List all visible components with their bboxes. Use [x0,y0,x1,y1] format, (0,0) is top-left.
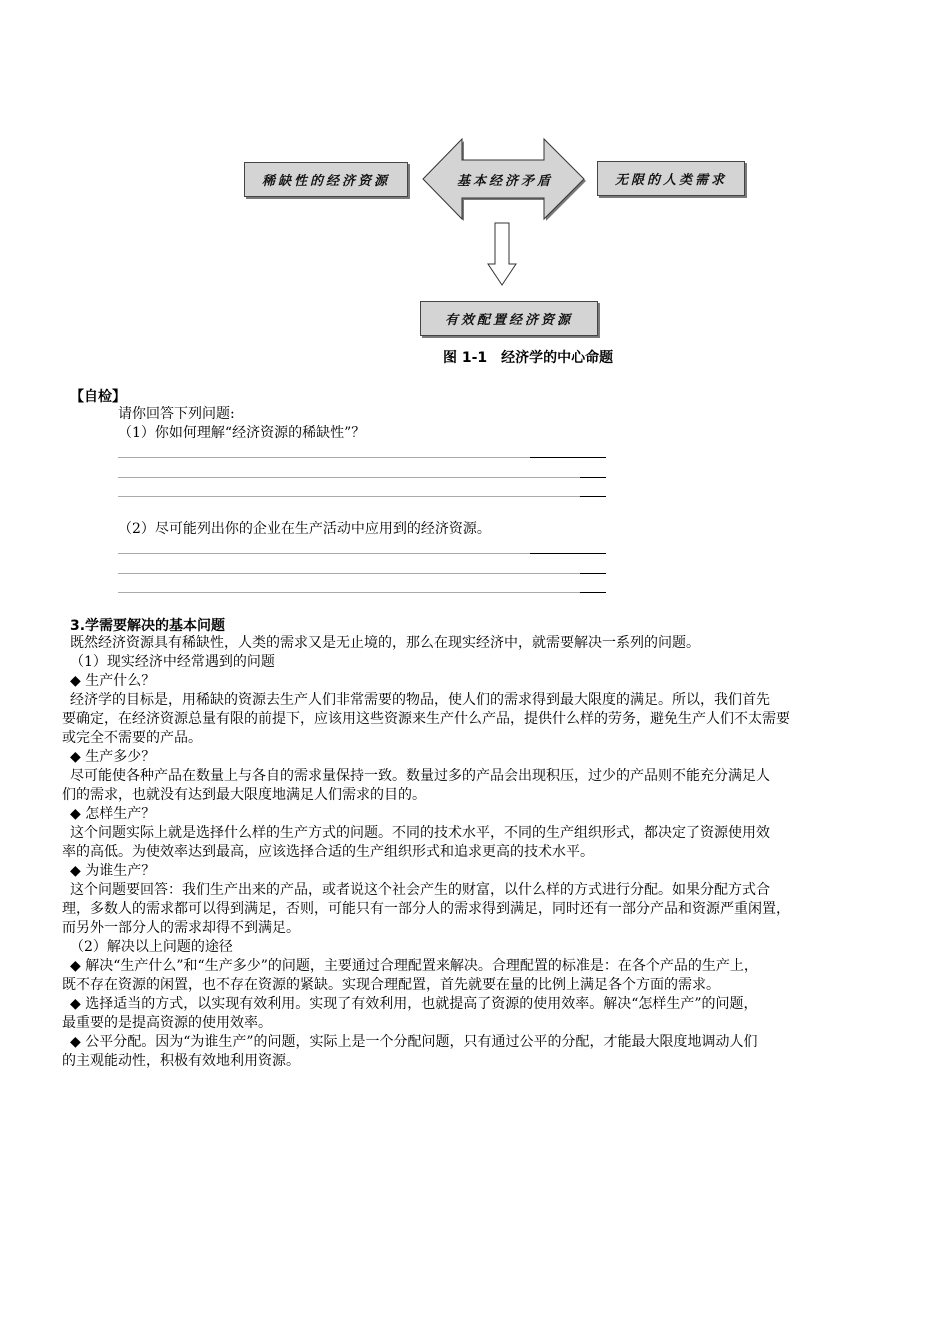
answer-line [118,477,580,478]
question-2: （2）尽可能列出你的企业在生产活动中应用到的经济资源。 [118,521,491,537]
paragraph-line: 既不存在资源的闲置，也不存在资源的紧缺。实现合理配置，首先就要在量的比例上满足各个方面的需求。 [62,977,720,993]
paragraph-line: 们的需求，也就没有达到最大限度地满足人们需求的目的。 [62,787,426,803]
answer-line [118,573,580,574]
paragraph-line: ◆ 选择适当的方式，以实现有效利用。实现了有效利用，也就提高了资源的使用效率。解决“怎样生产”的问题， [70,996,758,1012]
self-check-intro: 请你回答下列问题: [118,406,235,422]
paragraph-line: 最重要的是提高资源的使用效率。 [62,1015,272,1031]
self-check-title: 【自检】 [70,389,126,405]
subheading-2: （2）解决以上问题的途径 [70,939,233,955]
subheading-1: （1）现实经济中经常遇到的问题 [70,654,275,670]
unlimited-needs-label: 无限的人类需求 [614,173,727,188]
answer-line [580,592,606,593]
paragraph-line: 这个问题实际上就是选择什么样的生产方式的问题。不同的技术水平，不同的生产组织形式，都决定了资源使用效 [70,825,770,841]
answer-line [118,553,530,554]
unlimited-needs-box [597,161,745,196]
basic-contradiction-label: 基本经济矛盾 [456,174,553,189]
paragraph-line: 或完全不需要的产品。 [62,730,202,746]
paragraph-line: ◆ 公平分配。因为“为谁生产”的问题，实际上是一个分配问题，只有通过公平的分配，才能最大限度地调动人们 [70,1034,758,1050]
efficient-allocation-label: 有效配置经济资源 [444,313,573,328]
bullet-how: ◆ 怎样生产？ [70,806,156,822]
answer-line [580,496,606,497]
question-1: （1）你如何理解“经济资源的稀缺性”？ [118,425,366,441]
bullet-how-much: ◆ 生产多少？ [70,749,156,765]
paragraph-line: 要确定，在经济资源总量有限的前提下，应该用这些资源来生产什么产品，提供什么样的劳务，避免生产人们不太需要 [62,711,790,727]
paragraph-line: 经济学的目标是，用稀缺的资源去生产人们非常需要的物品，使人们的需求得到最大限度的满足。所以，我们首先 [70,692,770,708]
figure-caption: 图 1-1 经济学的中心命题 [443,350,614,366]
scarce-resources-label: 稀缺性的经济资源 [261,174,390,189]
answer-line [118,457,530,458]
efficient-allocation-box [420,301,598,336]
scarce-resources-box [244,162,408,197]
answer-line [580,573,606,574]
answer-line [118,496,580,497]
paragraph-line: 理，多数人的需求都可以得到满足，否则，可能只有一部分人的需求得到满足，同时还有一部分产品和资源严重闲置， [62,901,790,917]
paragraph-line: ◆ 解决“生产什么”和“生产多少”的问题，主要通过合理配置来解决。合理配置的标准是：在各个产品的生产上， [70,958,758,974]
paragraph-line: 这个问题要回答：我们生产出来的产品，或者说这个社会产生的财富，以什么样的方式进行分配。如果分配方式合 [70,882,770,898]
paragraph-line: 而另外一部分人的需求却得不到满足。 [62,920,300,936]
bullet-for-whom: ◆ 为谁生产？ [70,863,156,879]
answer-line [118,592,580,593]
section-heading: 3.学需要解决的基本问题 [70,618,226,634]
answer-line [530,553,606,554]
paragraph-line: 尽可能使各种产品在数量上与各自的需求量保持一致。数量过多的产品会出现积压，过少的产品则不能充分满足人 [70,768,770,784]
down-arrow [486,222,518,288]
answer-line [530,457,606,458]
bullet-what: ◆ 生产什么？ [70,673,156,689]
paragraph-line: 的主观能动性，积极有效地利用资源。 [62,1053,300,1069]
section-intro: 既然经济资源具有稀缺性，人类的需求又是无止境的，那么在现实经济中，就需要解决一系列的问题。 [70,635,700,651]
answer-line [580,477,606,478]
paragraph-line: 率的高低。为使效率达到最高，应该选择合适的生产组织形式和追求更高的技术水平。 [62,844,594,860]
